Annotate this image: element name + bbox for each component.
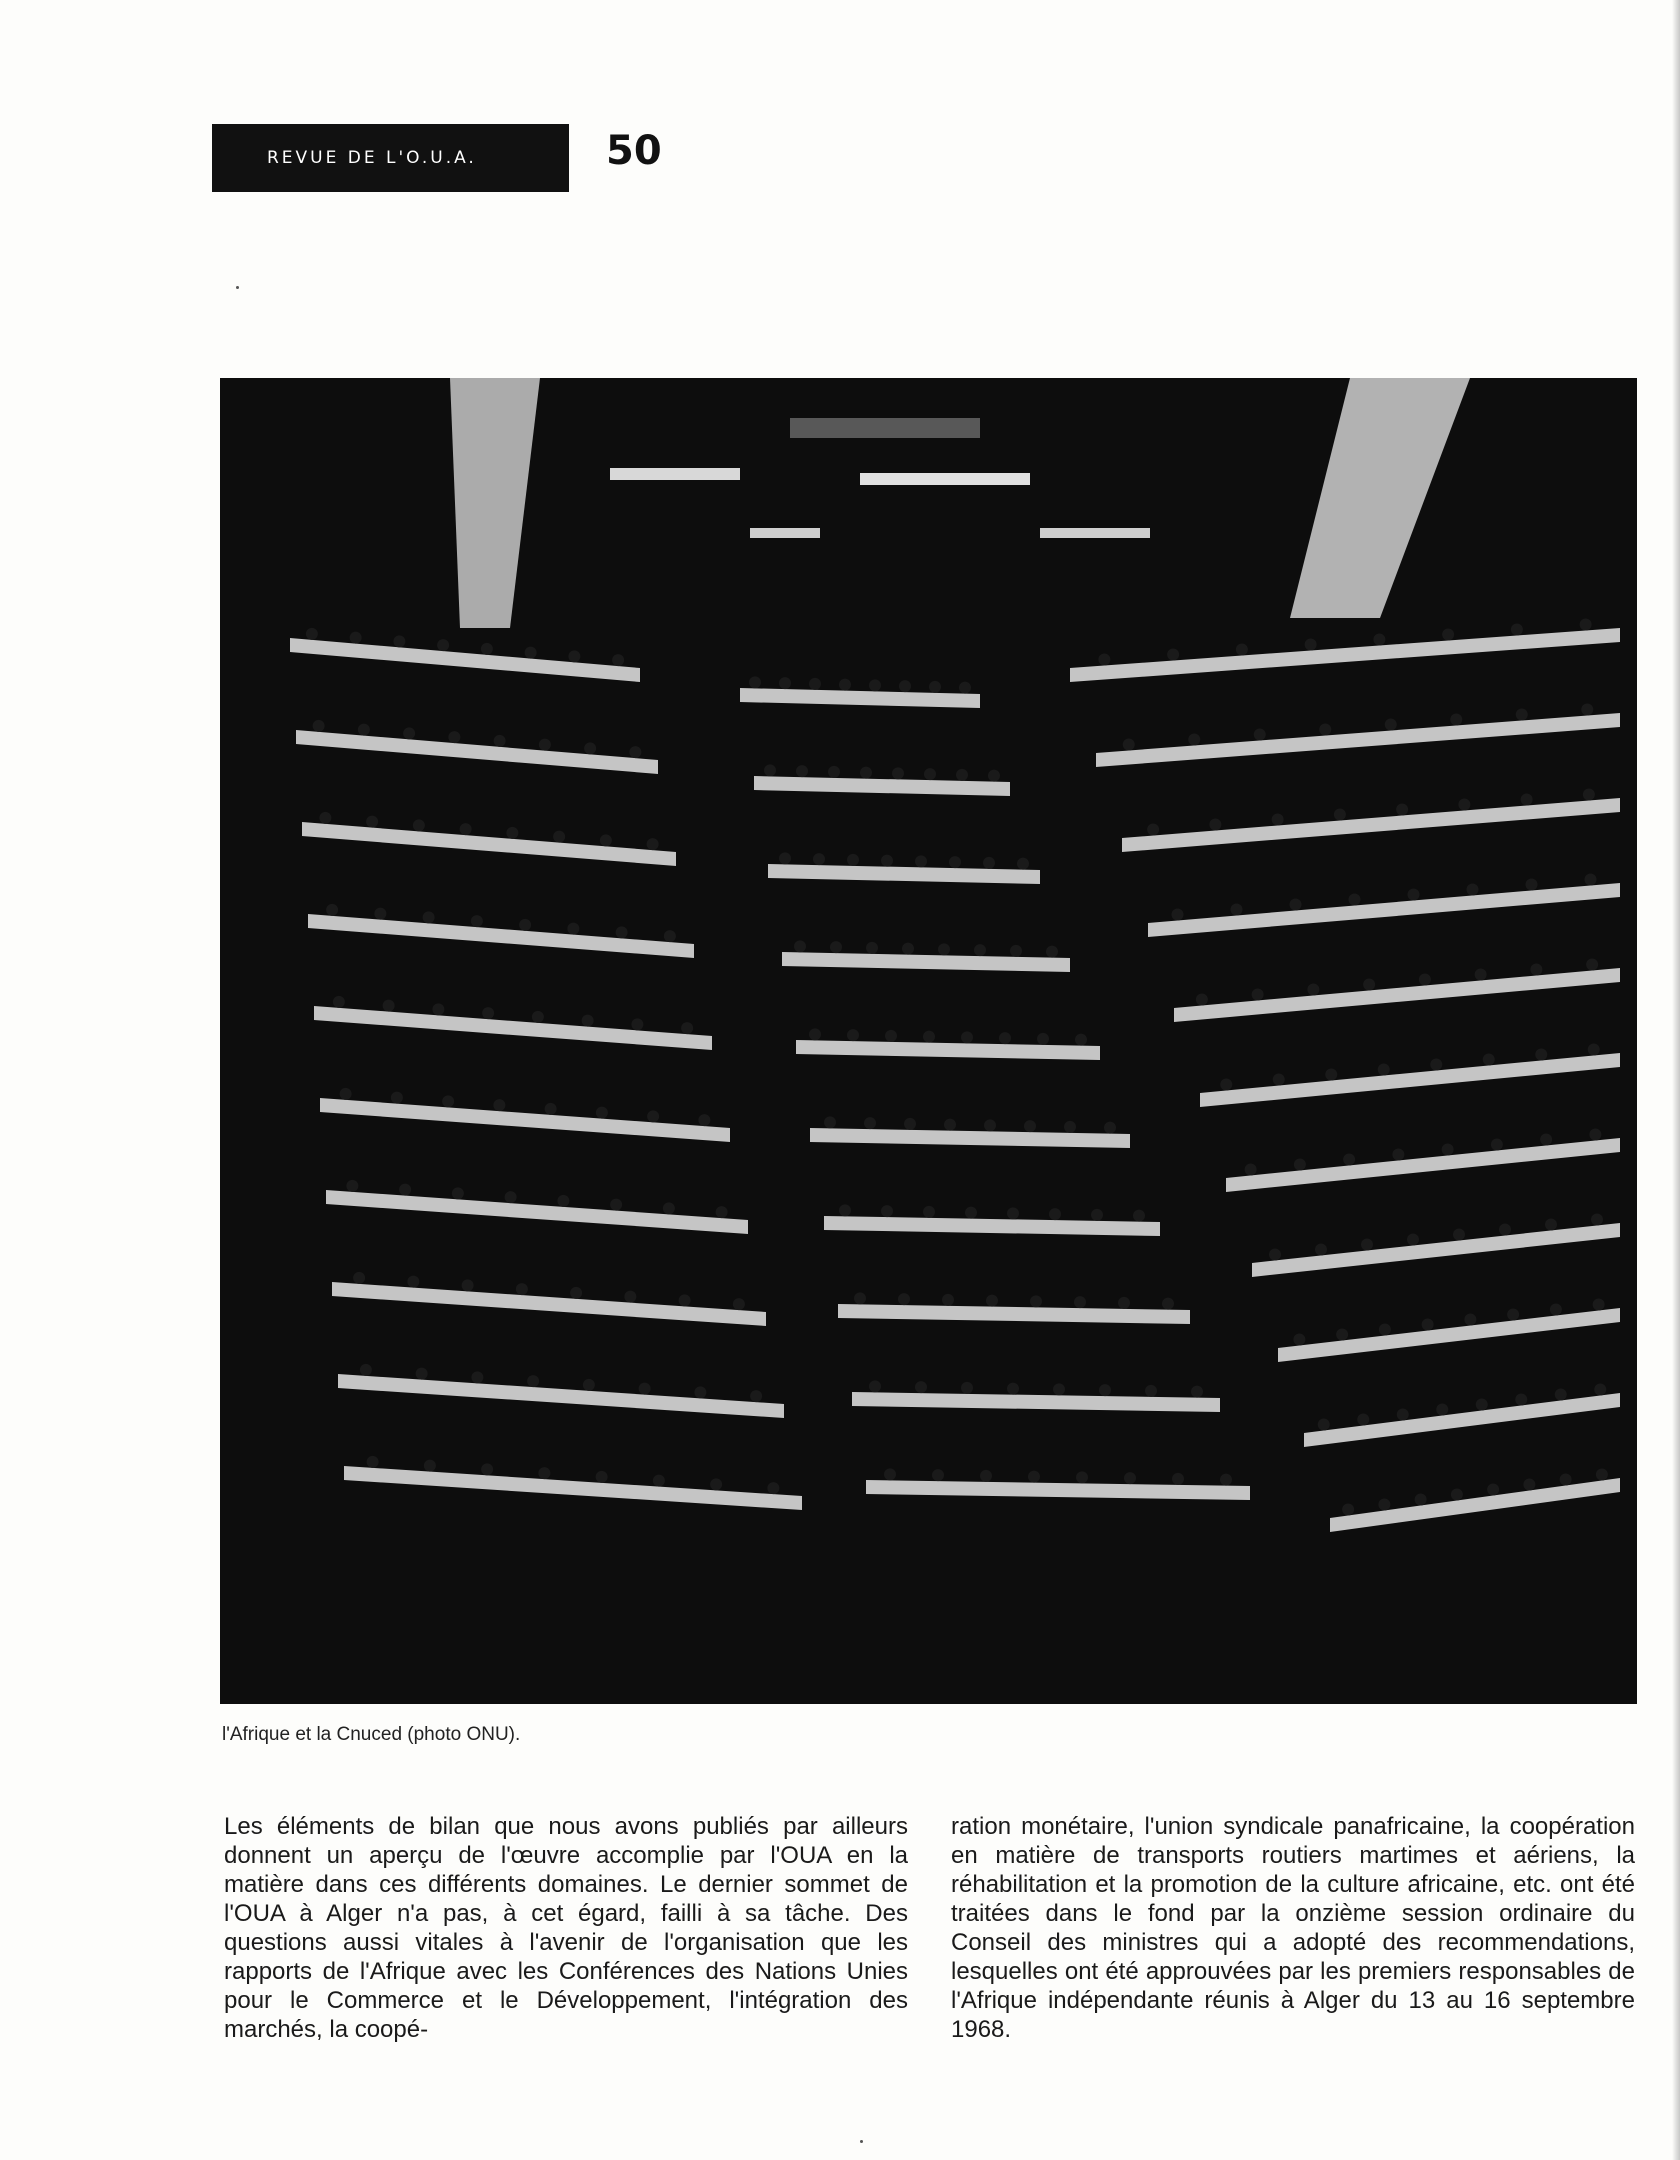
delegate-silhouette (1104, 1122, 1116, 1134)
delegate-silhouette (1336, 1329, 1348, 1341)
delegate-silhouette (353, 1272, 365, 1284)
delegate-silhouette (1499, 1224, 1511, 1236)
delegate-silhouette (1422, 1319, 1434, 1331)
delegate-silhouette (983, 857, 995, 869)
delegate-silhouette (1343, 1154, 1355, 1166)
delegate-silhouette (828, 766, 840, 778)
delegate-silhouette (1254, 729, 1266, 741)
delegate-silhouette (1049, 1208, 1061, 1220)
delegate-silhouette (1315, 1244, 1327, 1256)
delegate-silhouette (393, 635, 405, 647)
delegate-silhouette (333, 996, 345, 1008)
delegate-silhouette (374, 908, 386, 920)
delegate-silhouette (1252, 989, 1264, 1001)
delegate-silhouette (1209, 819, 1221, 831)
delegate-silhouette (532, 1011, 544, 1023)
delegate-silhouette (493, 1099, 505, 1111)
delegate-silhouette (1172, 909, 1184, 921)
delegate-silhouette (516, 1283, 528, 1295)
delegate-silhouette (1583, 789, 1595, 801)
delegate-silhouette (432, 1003, 444, 1015)
delegate-silhouette (306, 628, 318, 640)
delegate-silhouette (1580, 619, 1592, 631)
delegate-silhouette (1521, 794, 1533, 806)
delegate-silhouette (1091, 1209, 1103, 1221)
delegate-silhouette (1133, 1210, 1145, 1222)
delegate-silhouette (1305, 639, 1317, 651)
delegate-silhouette (1530, 964, 1542, 976)
delegate-silhouette (1028, 1471, 1040, 1483)
delegate-silhouette (1076, 1471, 1088, 1483)
delegate-silhouette (442, 1095, 454, 1107)
delegate-silhouette (898, 1293, 910, 1305)
delegate-silhouette (1098, 654, 1110, 666)
delegate-silhouette (525, 647, 537, 659)
delegate-silhouette (1349, 894, 1361, 906)
delegate-silhouette (600, 834, 612, 846)
delegate-silhouette (942, 1294, 954, 1306)
delegate-silhouette (664, 930, 676, 942)
delegate-silhouette (932, 1469, 944, 1481)
delegate-silhouette (1017, 858, 1029, 870)
delegate-silhouette (767, 1482, 779, 1494)
article-column-right: ration monétaire, l'union syndicale panafricaine, la coopération en matière de transports routiers martimes et aériens, la réhabilitation et la promotion de la culture africaine, etc. ont été traitées dans le fond par la onzième session ordinaire du Conseil des ministres qui a adopté des recommendations, lesquelles ont été approuvées par les premiers responsables de l'Afrique indépendante réunis à Alger du 13 au 16 septembre 1968. (951, 1813, 1635, 2043)
delegate-silhouette (679, 1294, 691, 1306)
delegate-silhouette (407, 1276, 419, 1288)
delegate-silhouette (663, 1202, 675, 1214)
delegate-silhouette (1145, 1385, 1157, 1397)
delegate-silhouette (892, 767, 904, 779)
delegate-silhouette (557, 1195, 569, 1207)
delegate-silhouette (1220, 1474, 1232, 1486)
delegate-silhouette (1118, 1297, 1130, 1309)
delegate-silhouette (340, 1088, 352, 1100)
delegate-silhouette (596, 1471, 608, 1483)
delegate-silhouette (881, 855, 893, 867)
delegate-silhouette (764, 764, 776, 776)
delegate-silhouette (1464, 1314, 1476, 1326)
delegate-silhouette (1516, 709, 1528, 721)
delegate-silhouette (1099, 1384, 1111, 1396)
delegate-silhouette (506, 827, 518, 839)
delegate-silhouette (1491, 1139, 1503, 1151)
delegate-silhouette (545, 1103, 557, 1115)
delegate-silhouette (1419, 974, 1431, 986)
journal-title: REVUE DE L'O.U.A. (267, 148, 477, 168)
delegate-silhouette (1147, 824, 1159, 836)
delegate-silhouette (1379, 1324, 1391, 1336)
delegate-silhouette (1046, 946, 1058, 958)
delegate-silhouette (899, 680, 911, 692)
delegate-silhouette (847, 1029, 859, 1041)
delegate-silhouette (583, 1379, 595, 1391)
delegate-silhouette (366, 816, 378, 828)
delegate-silhouette (1436, 1404, 1448, 1416)
delegate-silhouette (1307, 984, 1319, 996)
delegate-silhouette (749, 676, 761, 688)
delegate-silhouette (1487, 1484, 1499, 1496)
delegate-silhouette (1361, 1239, 1373, 1251)
delegate-silhouette (416, 1368, 428, 1380)
delegate-silhouette (437, 639, 449, 651)
delegate-silhouette (1124, 1472, 1136, 1484)
delegate-silhouette (869, 1380, 881, 1392)
delegate-silhouette (631, 1018, 643, 1030)
delegate-silhouette (999, 1032, 1011, 1044)
delegate-silhouette (360, 1364, 372, 1376)
delegate-silhouette (1515, 1394, 1527, 1406)
delegate-silhouette (367, 1456, 379, 1468)
delegate-silhouette (944, 1119, 956, 1131)
delegate-silhouette (1231, 904, 1243, 916)
delegate-silhouette (1589, 1129, 1601, 1141)
delegate-silhouette (1075, 1034, 1087, 1046)
delegate-silhouette (924, 768, 936, 780)
delegate-silhouette (326, 904, 338, 916)
delegate-silhouette (915, 1381, 927, 1393)
delegate-silhouette (839, 1204, 851, 1216)
delegate-silhouette (809, 1028, 821, 1040)
delegate-silhouette (710, 1478, 722, 1490)
delegate-silhouette (1294, 1159, 1306, 1171)
delegate-silhouette (1378, 1499, 1390, 1511)
delegate-silhouette (1458, 799, 1470, 811)
delegate-silhouette (519, 919, 531, 931)
delegate-silhouette (796, 765, 808, 777)
delegate-silhouette (854, 1292, 866, 1304)
delegate-silhouette (1475, 969, 1487, 981)
delegate-silhouette (452, 1187, 464, 1199)
delegate-silhouette (860, 767, 872, 779)
journal-header-box (212, 124, 569, 192)
delegate-silhouette (1167, 649, 1179, 661)
delegate-silhouette (915, 855, 927, 867)
delegate-silhouette (884, 1468, 896, 1480)
delegate-silhouette (750, 1390, 762, 1402)
delegate-silhouette (1007, 1207, 1019, 1219)
delegate-silhouette (1385, 719, 1397, 731)
delegate-silhouette (830, 941, 842, 953)
delegate-silhouette (1272, 814, 1284, 826)
delegate-silhouette (1467, 884, 1479, 896)
delegate-silhouette (481, 1463, 493, 1475)
delegate-silhouette (956, 769, 968, 781)
delegate-silhouette (1442, 629, 1454, 641)
delegate-silhouette (350, 632, 362, 644)
delegate-silhouette (1220, 1079, 1232, 1091)
delegate-silhouette (1319, 724, 1331, 736)
delegate-silhouette (647, 1110, 659, 1122)
delegate-silhouette (1290, 899, 1302, 911)
scan-edge-shadow (1672, 0, 1680, 2160)
delegate-silhouette (383, 1000, 395, 1012)
delegate-silhouette (1334, 809, 1346, 821)
delegate-silhouette (698, 1114, 710, 1126)
delegate-silhouette (1191, 1386, 1203, 1398)
delegate-silhouette (1269, 1249, 1281, 1261)
delegate-silhouette (403, 727, 415, 739)
delegate-silhouette (839, 679, 851, 691)
delegate-silhouette (949, 856, 961, 868)
delegate-silhouette (1594, 1384, 1606, 1396)
delegate-silhouette (1392, 1149, 1404, 1161)
print-speck (860, 2140, 863, 2143)
article-column-left: Les éléments de bilan que nous avons publiés par ailleurs donnent un aperçu de l'œuvre accomplie par l'OUA en la matière dans ces différents domaines. Le dernier sommet de l'OUA à Alger n'a pas, à cet égard, failli à sa tâche. Des questions aussi vitales à l'avenir de l'organisation que les rapports de l'Afrique avec les Conférences des Nations Unies pour le Commerce et le Développement, l'intégration des marchés, la coopé- (224, 1813, 908, 2043)
delegate-silhouette (584, 742, 596, 754)
delegate-silhouette (481, 643, 493, 655)
delegate-silhouette (1373, 634, 1385, 646)
delegate-silhouette (568, 650, 580, 662)
delegate-silhouette (582, 1015, 594, 1027)
assembly-hall-illustration (220, 378, 1637, 1704)
delegate-silhouette (1196, 994, 1208, 1006)
delegate-silhouette (505, 1191, 517, 1203)
delegate-silhouette (647, 838, 659, 850)
delegate-silhouette (961, 1031, 973, 1043)
delegate-silhouette (885, 1030, 897, 1042)
delegate-silhouette (1273, 1074, 1285, 1086)
delegate-silhouette (610, 1199, 622, 1211)
delegate-silhouette (538, 1467, 550, 1479)
delegate-silhouette (1555, 1389, 1567, 1401)
delegate-silhouette (319, 812, 331, 824)
delegate-silhouette (959, 682, 971, 694)
delegate-silhouette (929, 681, 941, 693)
page-number: 50 (606, 128, 662, 174)
delegate-silhouette (716, 1206, 728, 1218)
delegate-silhouette (1430, 1059, 1442, 1071)
delegate-silhouette (1507, 1309, 1519, 1321)
delegate-silhouette (358, 724, 370, 736)
delegate-silhouette (733, 1298, 745, 1310)
delegate-silhouette (1581, 704, 1593, 716)
delegate-silhouette (809, 678, 821, 690)
delegate-silhouette (694, 1386, 706, 1398)
delegate-silhouette (961, 1382, 973, 1394)
delegate-silhouette (1526, 879, 1538, 891)
delegate-silhouette (1545, 1219, 1557, 1231)
delegate-silhouette (424, 1460, 436, 1472)
delegate-silhouette (482, 1007, 494, 1019)
delegate-silhouette (1293, 1334, 1305, 1346)
delegate-silhouette (553, 831, 565, 843)
delegate-silhouette (1476, 1399, 1488, 1411)
delegate-silhouette (866, 942, 878, 954)
delegate-silhouette (391, 1092, 403, 1104)
delegate-silhouette (1407, 1234, 1419, 1246)
delegate-silhouette (813, 853, 825, 865)
delegate-silhouette (471, 915, 483, 927)
delegate-silhouette (1378, 1064, 1390, 1076)
delegate-silhouette (1007, 1383, 1019, 1395)
delegate-silhouette (1053, 1383, 1065, 1395)
delegate-silhouette (1442, 1144, 1454, 1156)
delegate-silhouette (612, 654, 624, 666)
delegate-silhouette (596, 1107, 608, 1119)
delegate-silhouette (881, 1205, 893, 1217)
photo-caption: l'Afrique et la Cnuced (photo ONU). (222, 1724, 521, 1745)
delegate-silhouette (1396, 804, 1408, 816)
delegate-silhouette (423, 911, 435, 923)
delegate-silhouette (1523, 1479, 1535, 1491)
delegate-silhouette (399, 1184, 411, 1196)
delegate-silhouette (629, 746, 641, 758)
delegate-silhouette (681, 1022, 693, 1034)
delegate-silhouette (471, 1371, 483, 1383)
delegate-silhouette (1236, 644, 1248, 656)
delegate-silhouette (864, 1117, 876, 1129)
delegate-silhouette (1010, 945, 1022, 957)
delegate-silhouette (1030, 1295, 1042, 1307)
delegate-silhouette (624, 1291, 636, 1303)
delegate-silhouette (1357, 1414, 1369, 1426)
delegate-silhouette (1550, 1304, 1562, 1316)
print-speck (236, 286, 239, 289)
delegate-silhouette (448, 731, 460, 743)
delegate-silhouette (923, 1206, 935, 1218)
delegate-silhouette (494, 735, 506, 747)
delegate-silhouette (539, 739, 551, 751)
delegate-silhouette (639, 1383, 651, 1395)
delegate-silhouette (567, 923, 579, 935)
delegate-silhouette (1162, 1298, 1174, 1310)
delegate-silhouette (794, 940, 806, 952)
delegate-silhouette (974, 944, 986, 956)
delegate-silhouette (1363, 979, 1375, 991)
delegate-silhouette (1123, 739, 1135, 751)
delegate-silhouette (1588, 1044, 1600, 1056)
delegate-silhouette (1188, 734, 1200, 746)
delegate-silhouette (1325, 1069, 1337, 1081)
delegate-silhouette (1596, 1469, 1608, 1481)
delegate-silhouette (1397, 1409, 1409, 1421)
delegate-silhouette (1586, 959, 1598, 971)
delegate-silhouette (1511, 624, 1523, 636)
delegate-silhouette (346, 1180, 358, 1192)
delegate-silhouette (1560, 1474, 1572, 1486)
delegate-silhouette (869, 679, 881, 691)
delegate-silhouette (460, 823, 472, 835)
delegate-silhouette (1245, 1164, 1257, 1176)
delegate-silhouette (1451, 1489, 1463, 1501)
delegate-silhouette (904, 1118, 916, 1130)
delegate-silhouette (902, 943, 914, 955)
delegate-silhouette (824, 1116, 836, 1128)
delegate-silhouette (1342, 1504, 1354, 1516)
delegate-silhouette (986, 1295, 998, 1307)
delegate-silhouette (980, 1470, 992, 1482)
delegate-silhouette (1585, 874, 1597, 886)
delegate-silhouette (847, 854, 859, 866)
delegate-silhouette (938, 943, 950, 955)
delegate-silhouette (1483, 1054, 1495, 1066)
delegate-silhouette (1064, 1121, 1076, 1133)
delegate-silhouette (1535, 1049, 1547, 1061)
delegate-silhouette (1453, 1229, 1465, 1241)
delegate-silhouette (1450, 714, 1462, 726)
delegate-silhouette (616, 926, 628, 938)
delegate-silhouette (1591, 1214, 1603, 1226)
delegate-silhouette (779, 677, 791, 689)
delegate-silhouette (1024, 1120, 1036, 1132)
delegate-silhouette (988, 770, 1000, 782)
delegate-silhouette (1408, 889, 1420, 901)
delegate-silhouette (1593, 1299, 1605, 1311)
delegate-silhouette (413, 819, 425, 831)
assembly-hall-photo (220, 378, 1637, 1704)
delegate-silhouette (1074, 1296, 1086, 1308)
delegate-silhouette (653, 1475, 665, 1487)
delegate-silhouette (527, 1375, 539, 1387)
delegate-silhouette (1037, 1033, 1049, 1045)
delegate-silhouette (570, 1287, 582, 1299)
delegate-silhouette (462, 1279, 474, 1291)
delegate-silhouette (1318, 1419, 1330, 1431)
delegate-silhouette (1172, 1473, 1184, 1485)
delegate-silhouette (779, 852, 791, 864)
delegate-silhouette (1540, 1134, 1552, 1146)
delegate-silhouette (923, 1031, 935, 1043)
delegate-silhouette (965, 1207, 977, 1219)
delegate-silhouette (1415, 1494, 1427, 1506)
delegate-silhouette (984, 1119, 996, 1131)
delegate-silhouette (313, 720, 325, 732)
